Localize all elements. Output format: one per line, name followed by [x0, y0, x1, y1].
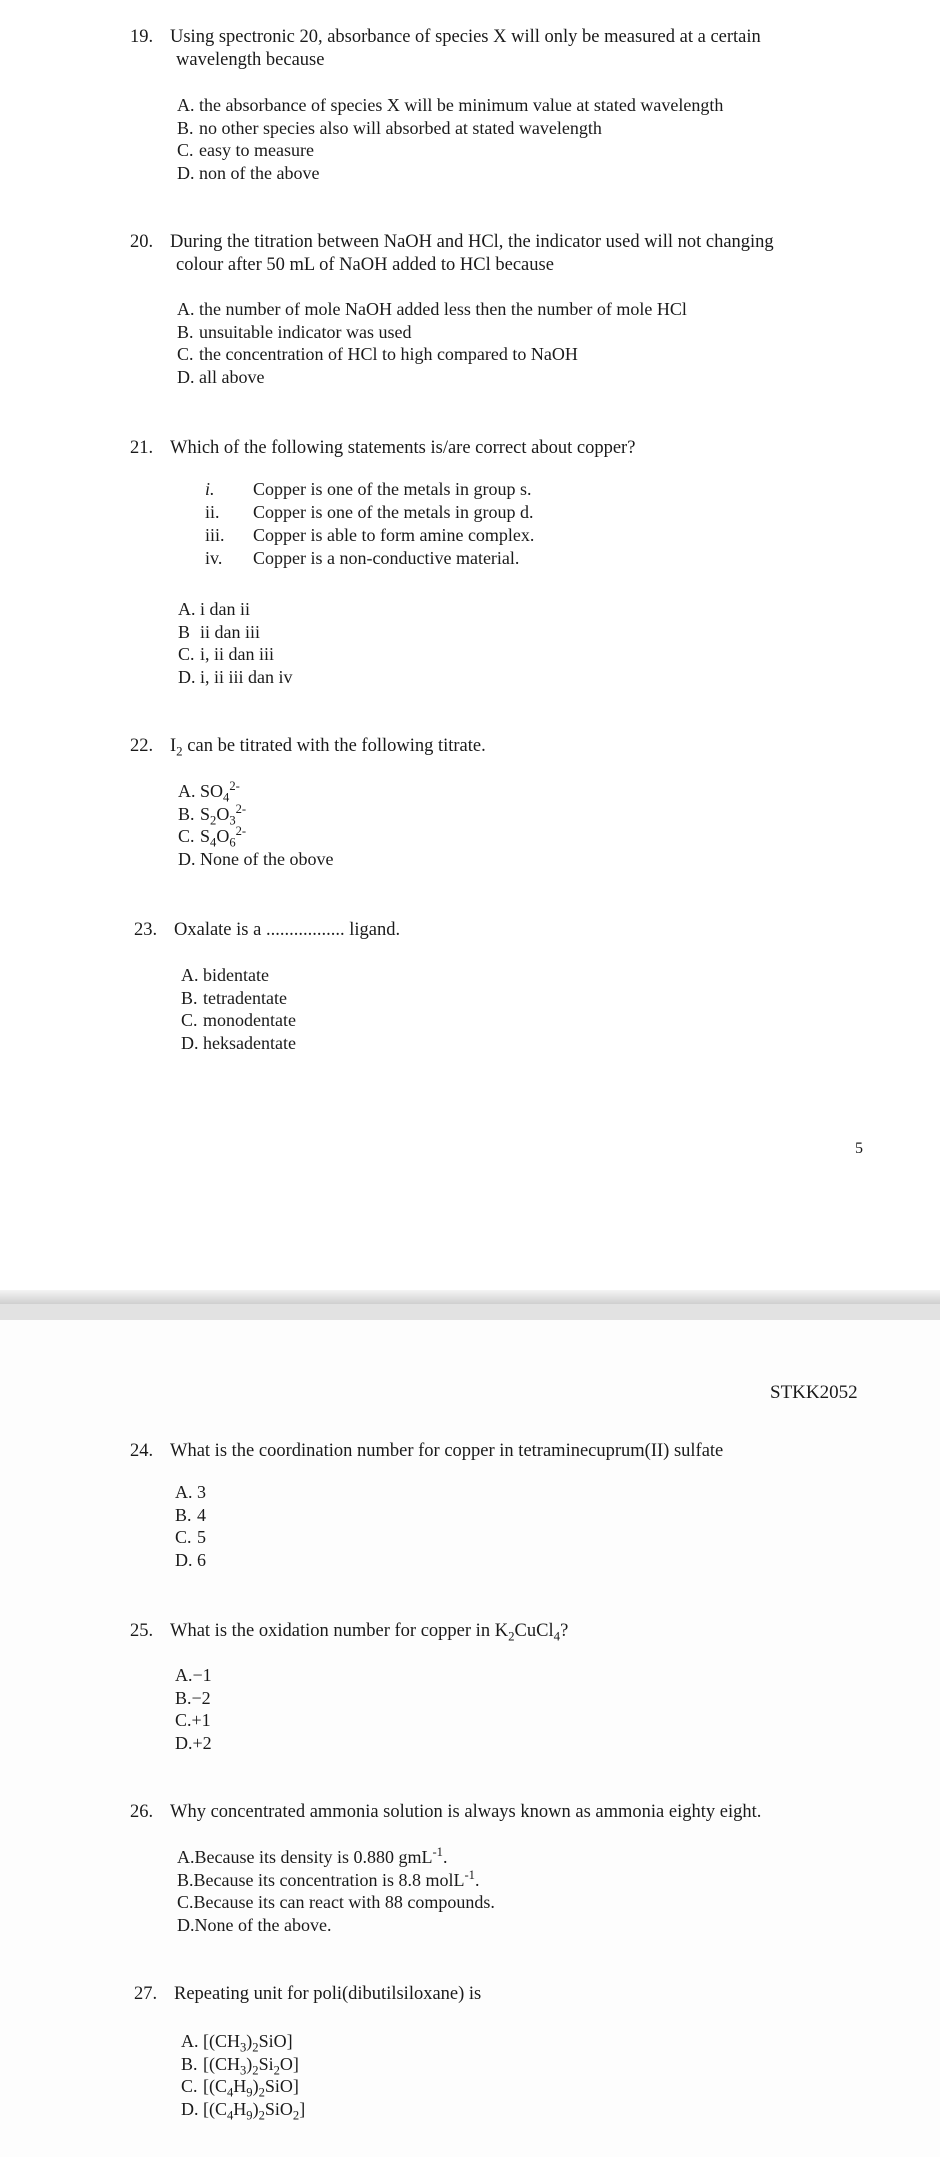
statement-iii: iii. Copper is able to form amine complex.: [205, 525, 535, 545]
question-22: [130, 735, 486, 758]
option-a[interactable]: A. bidentate: [181, 965, 269, 985]
question-number: 24.: [130, 1441, 154, 1461]
page-number: 5: [855, 1140, 863, 1157]
option-b[interactable]: B.−2: [175, 1687, 211, 1708]
option-d[interactable]: D. 6: [175, 1549, 206, 1570]
option-b[interactable]: B. $S_2O_3^{2-}$: [178, 801, 247, 828]
question-text: Which of the following statements is/are correct about copper?: [170, 438, 636, 458]
option-c[interactable]: C. monodentate: [181, 1010, 296, 1030]
options-25: [175, 1664, 212, 1754]
option-b[interactable]: B. no other species also will absorbed at stated wavelength: [177, 117, 602, 138]
option-a[interactable]: A.Because its density is 0.880 gmL$^{-1}$.: [177, 1845, 448, 1867]
option-b[interactable]: B. unsuitable indicator was used: [177, 321, 412, 342]
option-d[interactable]: D. non of the above: [177, 162, 320, 183]
option-a[interactable]: A. i dan ii: [178, 599, 250, 619]
option-a[interactable]: A. $[(CH_3)_2SiO]$: [181, 2031, 293, 2055]
option-b[interactable]: B. tetradentate: [181, 987, 287, 1008]
statement-i: i. Copper is one of the metals in group s.: [205, 479, 532, 499]
question-number: 25.: [130, 1621, 154, 1641]
page-gap: [0, 1304, 940, 1320]
course-code-header: STKK2052: [770, 1382, 858, 1403]
option-c[interactable]: C. the concentration of HCl to high compared to NaOH: [177, 344, 578, 364]
options-23: [181, 964, 296, 1054]
option-a[interactable]: A. 3: [175, 1482, 206, 1502]
options-20: [177, 298, 687, 388]
question-24: [130, 1440, 723, 1463]
question-text: Why concentrated ammonia solution is always known as ammonia eighty eight.: [170, 1802, 762, 1822]
option-d[interactable]: D. i, ii iii dan iv: [178, 666, 293, 687]
statement-list-21: [205, 478, 534, 570]
question-number: 27.: [134, 1984, 158, 2004]
question-20: [130, 231, 774, 277]
options-24: [175, 1481, 206, 1571]
option-a[interactable]: A. $SO_4^{2-}$: [178, 779, 240, 805]
option-d[interactable]: D.+2: [175, 1732, 212, 1753]
question-25: [130, 1620, 568, 1643]
option-d[interactable]: D. $[(C_4H_9)_2SiO_2]$: [181, 2098, 306, 2123]
option-c[interactable]: C.Because its can react with 88 compounds.: [177, 1892, 495, 1912]
option-a[interactable]: A. the number of mole NaOH added less then the number of mole HCl: [177, 299, 687, 319]
question-text: During the titration between NaOH and HCl, the indicator used will not changing: [170, 232, 774, 252]
option-a[interactable]: A.−1: [175, 1665, 212, 1685]
question-number: 21.: [130, 438, 154, 458]
question-text: Using spectronic 20, absorbance of species X will only be measured at a certain: [170, 27, 761, 47]
option-c[interactable]: C. $[(C_4H_9)_2SiO]$: [181, 2076, 299, 2100]
options-27: [181, 2030, 306, 2123]
option-d[interactable]: D. heksadentate: [181, 1032, 296, 1053]
option-d[interactable]: D.None of the above.: [177, 1914, 332, 1935]
question-26: [130, 1801, 761, 1824]
option-d[interactable]: D. None of the obove: [178, 848, 334, 869]
statement-iv: iv. Copper is a non-conductive material.: [205, 548, 520, 568]
question-text: Oxalate is a ................. ligand.: [174, 920, 401, 940]
page-edge: [0, 1290, 940, 1304]
option-c[interactable]: C. $S_4O_6^{2-}$: [178, 824, 247, 850]
option-c[interactable]: C. i, ii dan iii: [178, 644, 274, 664]
question-number: 20.: [130, 232, 154, 252]
question-text: What is the coordination number for copper in tetraminecuprum(II) sulfate: [170, 1441, 724, 1461]
question-21: [130, 437, 635, 460]
question-text: What is the oxidation number for copper in $K_2CuCl_4$?: [170, 1621, 569, 1644]
question-number: 19.: [130, 27, 154, 47]
question-text-cont: wavelength because: [176, 50, 325, 70]
statement-ii: ii. Copper is one of the metals in group d.: [205, 502, 534, 522]
question-number: 23.: [134, 920, 158, 940]
options-22: [178, 780, 333, 870]
option-c[interactable]: C.+1: [175, 1710, 211, 1730]
option-b[interactable]: B. 4: [175, 1504, 206, 1525]
option-d[interactable]: D. all above: [177, 366, 265, 387]
question-text-cont: colour after 50 mL of NaOH added to HCl because: [176, 255, 554, 275]
options-21: [178, 598, 293, 688]
options-26: [177, 1846, 495, 1936]
option-c[interactable]: C. 5: [175, 1527, 206, 1547]
option-b[interactable]: B.Because its concentration is 8.8 molL$^{-1}$.: [177, 1867, 480, 1890]
question-number: 22.: [130, 736, 154, 756]
question-number: 26.: [130, 1802, 154, 1822]
question-19: [130, 26, 761, 72]
question-27: [134, 1983, 481, 2006]
options-19: [177, 94, 723, 184]
question-text: Repeating unit for poli(dibutilsiloxane) is: [174, 1984, 482, 2004]
option-c[interactable]: C. easy to measure: [177, 140, 314, 160]
question-text: $I_2$ can be titrated with the following titrate.: [170, 736, 486, 759]
option-a[interactable]: A. the absorbance of species X will be minimum value at stated wavelength: [177, 95, 724, 115]
option-b[interactable]: B ii dan iii: [178, 621, 260, 642]
option-b[interactable]: B. $[(CH_3)_2Si_2O]$: [181, 2053, 299, 2078]
question-23: [134, 919, 400, 942]
